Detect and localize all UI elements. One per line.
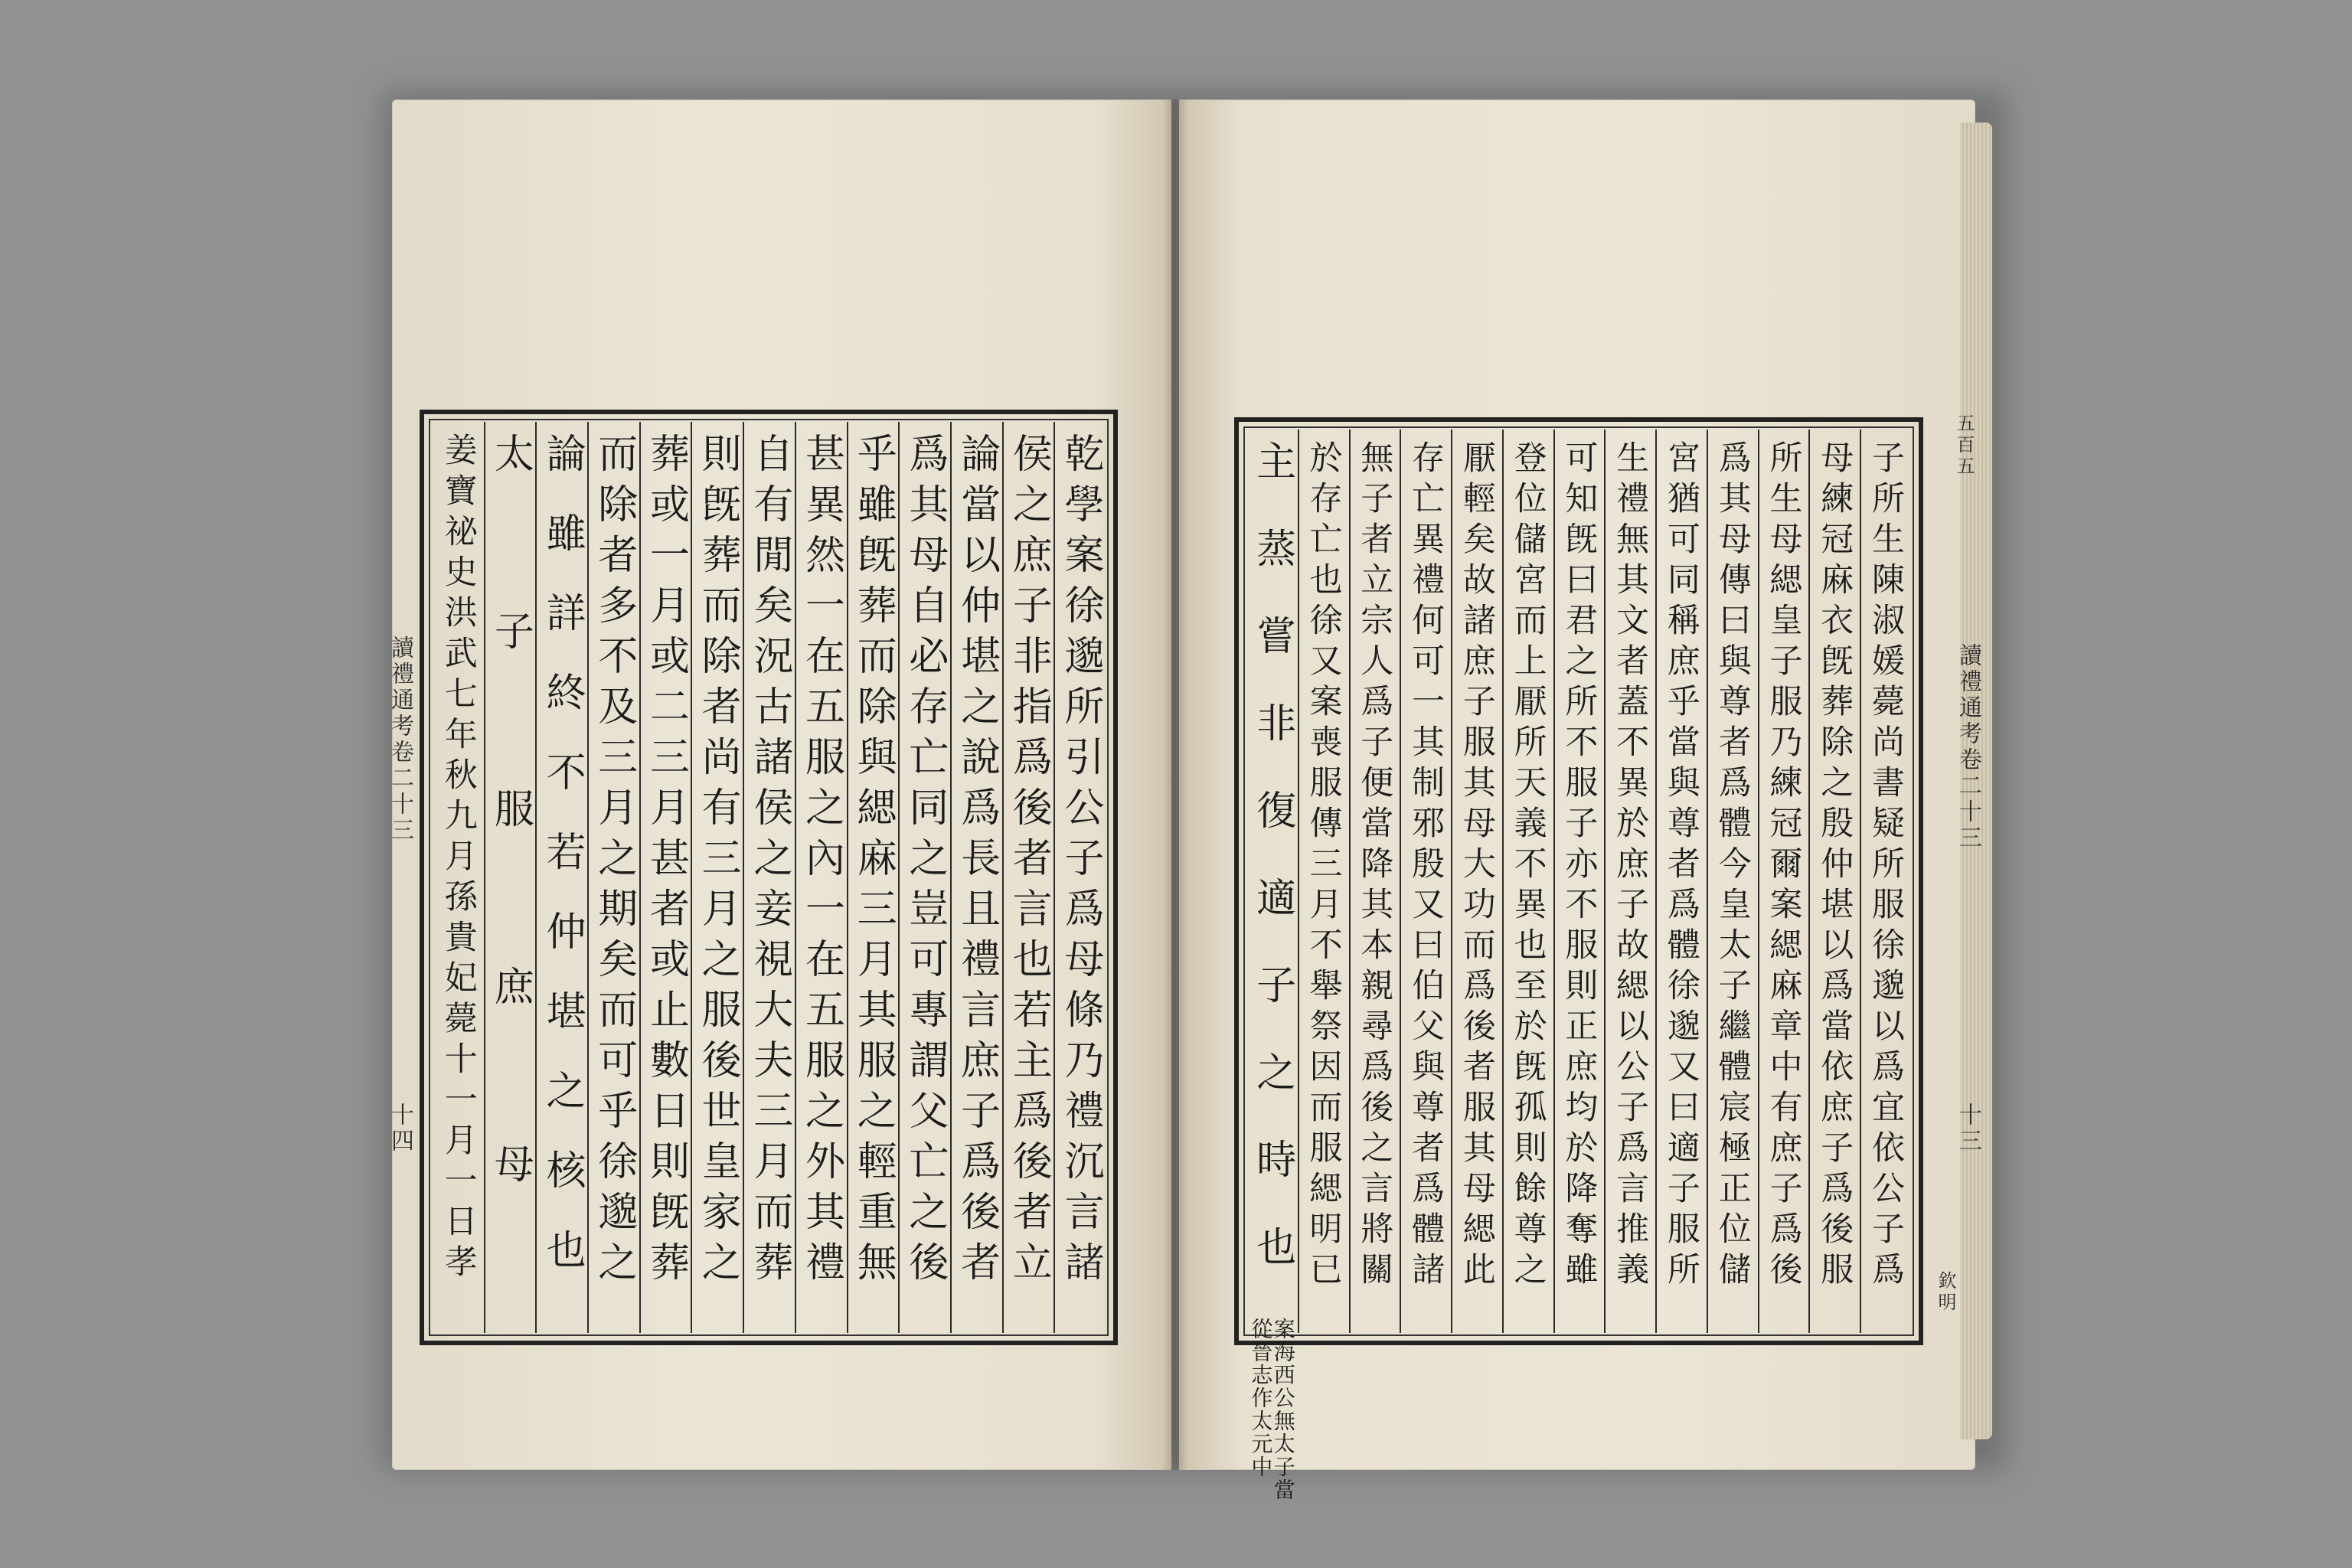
left-margin-title: 讀禮通考卷二十三 xyxy=(387,635,413,844)
left-text-column: 葬或一月或二三月甚者或止數日則旣葬 xyxy=(642,433,689,1292)
right-text-column: 可知旣曰君之所不服子亦不服則正庶均於降奪雖 xyxy=(1560,440,1599,1292)
left-text-column: 則旣葬而除者尚有三月之服後世皇家之 xyxy=(694,433,741,1292)
right-margin-page-bottom: 十三 xyxy=(1955,1102,1981,1155)
right-annotation-line: 從晉志作太元中 xyxy=(1248,1318,1274,1478)
left-text-column: 乎雖旣葬而除與緦麻三月其服之輕重無 xyxy=(850,433,897,1292)
right-text-column: 宮猶可同稱庶乎當與尊者爲體徐邈又曰適子服所 xyxy=(1661,440,1700,1292)
left-text-column: 而除者多不及三月之期矣而可乎徐邈之 xyxy=(590,433,637,1292)
left-margin-page: 十四 xyxy=(387,1102,413,1155)
right-text-column: 主蒸嘗非復適子之時也 xyxy=(1249,440,1295,1313)
left-text-column: 爲其母自必存亡同之豈可專謂父亡之後 xyxy=(901,433,948,1292)
left-text-column: 甚異然一在五服之內一在五服之外其禮 xyxy=(798,433,844,1292)
right-annotation-line: 案海西公無太子當 xyxy=(1270,1318,1296,1501)
left-text-column: 侯之庶子非指爲後者言也若主爲後者立 xyxy=(1005,433,1052,1292)
right-margin-page-top: 五百五 xyxy=(1953,413,1975,478)
right-text-column: 登位儲宮而上厭所天義不異也至於旣孤則餘尊之 xyxy=(1508,440,1547,1292)
left-text-column: 姜寶祕史洪武七年秋九月孫貴妃薨十一月一日孝 xyxy=(439,433,478,1285)
right-text-column: 爲其母傳曰與尊者爲體今皇太子繼體宸極正位儲 xyxy=(1713,440,1752,1292)
left-text-column: 自有閒矣況古諸侯之妾視大夫三月而葬 xyxy=(746,433,792,1292)
left-text-column: 論當以仲堪之說爲長且禮言庶子爲後者 xyxy=(953,433,1000,1292)
right-text-column: 厭輕矣故諸庶子服其母大功而爲後者服其母緦此 xyxy=(1457,440,1496,1292)
right-text-column: 子所生陳淑媛薨尚書疑所服徐邈以爲宜依公子爲 xyxy=(1866,440,1905,1292)
right-text-column: 生禮無其文者蓋不異於庶子故緦以公子爲言推義 xyxy=(1611,440,1650,1292)
right-text-column: 於存亡也徐又案喪服傳三月不舉祭因而服緦明已 xyxy=(1304,440,1343,1292)
book-gutter xyxy=(1162,100,1188,1470)
right-margin-title: 讀禮通考卷二十三 xyxy=(1955,643,1981,851)
right-text-column: 無子者立宗人爲子便當降其本親尋爲後之言將關 xyxy=(1355,440,1394,1292)
left-text-column: 太子服庶母 xyxy=(487,433,534,1321)
left-text-column: 乾學案徐邈所引公子爲母條乃禮沉言諸 xyxy=(1057,433,1103,1292)
left-text-column: 論雖詳終不若仲堪之核也 xyxy=(539,433,586,1308)
right-text-column: 母練冠麻衣旣葬除之殷仲堪以爲當依庶子爲後服 xyxy=(1815,440,1854,1292)
right-text-column: 所生母緦皇子服乃練冠爾案緦麻章中有庶子爲後 xyxy=(1764,440,1803,1292)
corner-mark: 欽明 xyxy=(1935,1271,1956,1314)
right-text-column: 存亡異禮何可一其制邪殷又曰伯父與尊者爲體諸 xyxy=(1406,440,1446,1292)
